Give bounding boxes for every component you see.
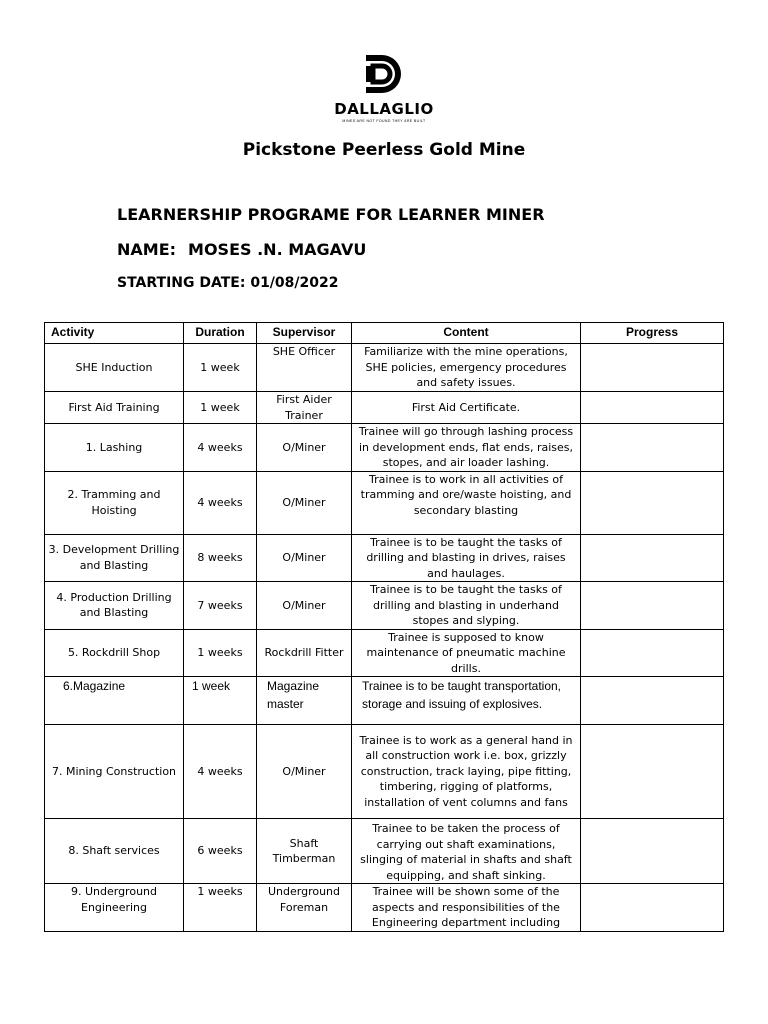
col-header-activity: Activity (45, 323, 184, 344)
content-cell: Trainee is to work as a general hand in all construction work i.e. box, grizzly construction, track laying, pipe fitting, timbering, rigging of platforms, installation of vent columns and fans (352, 725, 581, 819)
duration-cell: 4 weeks (184, 424, 257, 472)
name-label: NAME: (117, 240, 177, 259)
progress-cell[interactable] (581, 725, 724, 819)
content-cell: Familiarize with the mine operations, SHE policies, emergency procedures and safety issues. (352, 344, 581, 392)
supervisor-cell: First Aider Trainer (257, 392, 352, 424)
table-row (45, 819, 724, 884)
activity-cell: First Aid Training (45, 392, 184, 424)
activity-cell: 2. Tramming and Hoisting (45, 471, 184, 534)
duration-cell: 4 weeks (184, 471, 257, 534)
table-row (45, 725, 724, 819)
content-cell: Trainee is to be taught the tasks of drilling and blasting in underhand stopes and slyping. (352, 582, 581, 630)
activity-cell: SHE Induction (45, 344, 184, 392)
table-row (45, 392, 724, 424)
activity-cell: 6.Magazine (45, 677, 184, 725)
supervisor-cell: Shaft Timberman (257, 819, 352, 884)
table-row (45, 344, 724, 392)
supervisor-cell: Magazine master (257, 677, 352, 725)
brand-tagline: MINES ARE NOT FOUND THEY ARE BUILT (342, 119, 426, 123)
supervisor-cell: O/Miner (257, 534, 352, 582)
table-row (45, 677, 724, 725)
progress-cell[interactable] (581, 582, 724, 630)
progress-cell[interactable] (581, 677, 724, 725)
col-header-duration: Duration (184, 323, 257, 344)
table-row (45, 629, 724, 677)
progress-cell[interactable] (581, 344, 724, 392)
content-cell: Trainee will be shown some of the aspects and responsibilities of the Engineering department including (352, 884, 581, 932)
duration-cell: 1 week (184, 344, 257, 392)
progress-cell[interactable] (581, 629, 724, 677)
activity-cell: 3. Development Drilling and Blasting (45, 534, 184, 582)
table-header-row (45, 323, 724, 344)
progress-cell[interactable] (581, 471, 724, 534)
duration-cell: 1 week (184, 392, 257, 424)
activity-cell: 8. Shaft services (45, 819, 184, 884)
duration-cell: 1 weeks (184, 629, 257, 677)
brand-name: DALLAGLIO (334, 100, 434, 118)
activity-cell: 9. Underground Engineering (45, 884, 184, 932)
duration-cell: 7 weeks (184, 582, 257, 630)
activity-cell: 7. Mining Construction (45, 725, 184, 819)
activity-cell: 1. Lashing (45, 424, 184, 472)
content-cell: Trainee is to work in all activities of tramming and ore/waste hoisting, and secondary blasting (352, 471, 581, 534)
progress-cell[interactable] (581, 424, 724, 472)
duration-cell: 1 week (184, 677, 257, 725)
content-cell: Trainee will go through lashing process in development ends, flat ends, raises, stopes, and air loader lashing. (352, 424, 581, 472)
table-row (45, 534, 724, 582)
supervisor-cell: O/Miner (257, 471, 352, 534)
supervisor-cell: Rockdrill Fitter (257, 629, 352, 677)
content-cell: Trainee is to be taught transportation, storage and issuing of explosives. (352, 677, 581, 725)
company-logo (0, 52, 768, 123)
activity-cell: 4. Production Drilling and Blasting (45, 582, 184, 630)
content-cell: Trainee is supposed to know maintenance of pneumatic machine drills. (352, 629, 581, 677)
duration-cell: 8 weeks (184, 534, 257, 582)
learnership-table (44, 322, 724, 932)
progress-cell[interactable] (581, 392, 724, 424)
dallaglio-logo-icon (362, 52, 406, 96)
progress-cell[interactable] (581, 819, 724, 884)
progress-cell[interactable] (581, 534, 724, 582)
duration-cell: 1 weeks (184, 884, 257, 932)
col-header-supervisor: Supervisor (257, 323, 352, 344)
activity-cell: 5. Rockdrill Shop (45, 629, 184, 677)
table-row (45, 471, 724, 534)
programme-heading: LEARNERSHIP PROGRAME FOR LEARNER MINER (117, 205, 545, 224)
table-row (45, 424, 724, 472)
learner-name-line (117, 240, 366, 259)
starting-date: STARTING DATE: 01/08/2022 (117, 275, 339, 291)
duration-cell: 4 weeks (184, 725, 257, 819)
supervisor-cell: O/Miner (257, 582, 352, 630)
col-header-content: Content (352, 323, 581, 344)
content-cell: Trainee to be taken the process of carrying out shaft examinations, slinging of material in shafts and shaft equipping, and shaft sinking. (352, 819, 581, 884)
progress-cell[interactable] (581, 884, 724, 932)
duration-cell: 6 weeks (184, 819, 257, 884)
supervisor-cell: O/Miner (257, 424, 352, 472)
table-row (45, 582, 724, 630)
content-cell: First Aid Certificate. (352, 392, 581, 424)
supervisor-cell: O/Miner (257, 725, 352, 819)
content-cell: Trainee is to be taught the tasks of drilling and blasting in drives, raises and haulages. (352, 534, 581, 582)
name-value: MOSES .N. MAGAVU (188, 240, 367, 259)
mine-title: Pickstone Peerless Gold Mine (242, 140, 526, 160)
supervisor-cell: SHE Officer (257, 344, 352, 392)
table-row (45, 884, 724, 932)
supervisor-cell: Underground Foreman (257, 884, 352, 932)
col-header-progress: Progress (581, 323, 724, 344)
